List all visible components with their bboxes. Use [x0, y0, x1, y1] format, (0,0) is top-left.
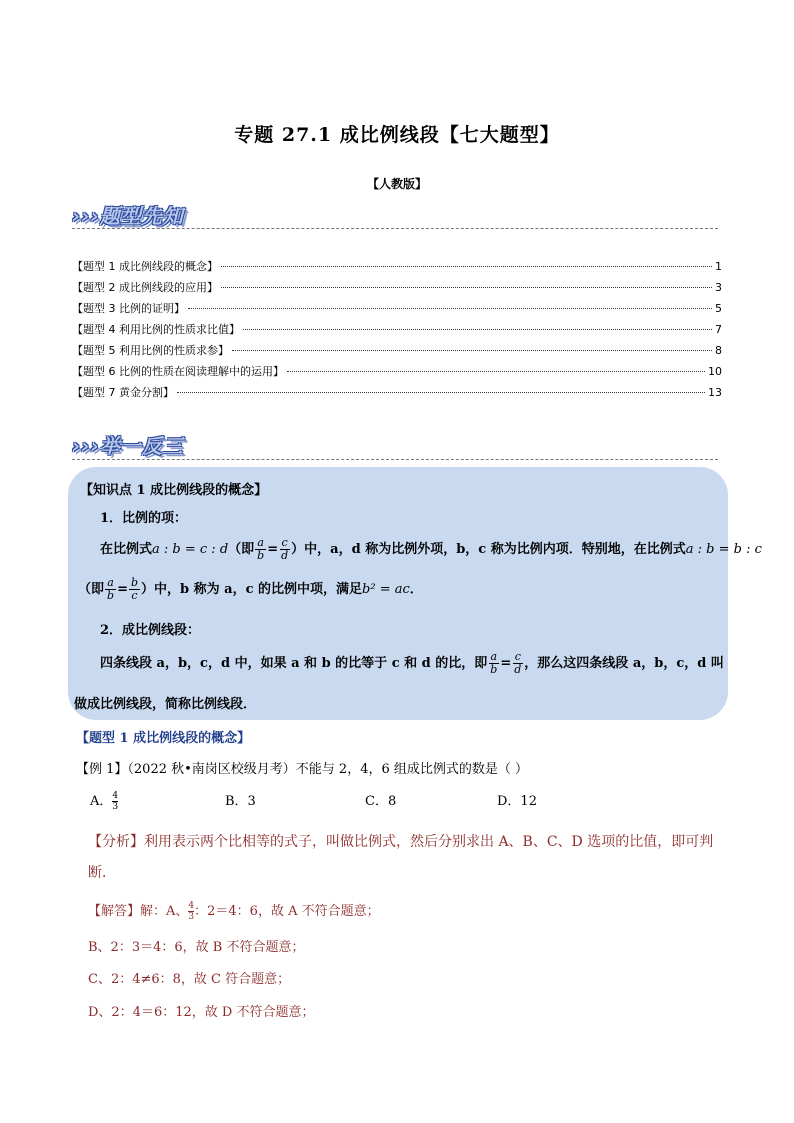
toc-item-page: 7 [715, 323, 722, 336]
toc-item[interactable] [72, 321, 722, 342]
toc-leader-dots [232, 350, 712, 351]
fraction-a-b: $\frac{a}{b}$ [107, 576, 115, 602]
fraction-b-c: $\frac{b}{c}$ [130, 576, 139, 602]
toc-item-page: 1 [715, 260, 722, 273]
toc-leader-dots [287, 371, 705, 372]
fraction-4-3: $\frac{4}{3}$ [112, 791, 119, 812]
page-title: 专题 27.1 成比例线段【七大题型】 [234, 124, 560, 146]
answer-line-3: C、2：4≠6：8，故 C 符合题意； [88, 972, 291, 987]
toc-item-page: 13 [708, 386, 722, 399]
toc-item-label: 【题型 1 成比例线段的概念】 [72, 260, 218, 273]
option-d: D．12 [497, 794, 537, 809]
answer-line-2: B、2：3＝4：6，故 B 不符合题意； [88, 940, 305, 955]
fraction-a-b: $\frac{a}{b}$ [490, 650, 498, 676]
toc-item-page: 8 [715, 344, 722, 357]
toc-item[interactable] [72, 342, 722, 363]
knowledge-box [68, 467, 762, 720]
fraction-a-b: $\frac{a}{b}$ [257, 536, 265, 562]
toc-item-label: 【题型 7 黄金分割】 [72, 386, 174, 399]
divider [72, 459, 718, 460]
divider [72, 228, 718, 229]
toc-item-label: 【题型 2 成比例线段的应用】 [72, 281, 218, 294]
toc-item[interactable] [72, 279, 722, 300]
toc-item-page: 10 [708, 365, 722, 378]
fraction-4-3: $\frac{4}{3}$ [188, 901, 195, 922]
toc-item-page: 3 [715, 281, 722, 294]
toc-item-label: 【题型 3 比例的证明】 [72, 302, 185, 315]
knowledge-line1: 在比例式a : b = c : d（即 $\frac{a}{b}$ = $\frac{c}{d}$ ）中，a，d 称为比例外项，b，c 称为比例内项．特别地，在比例式a : b = b : c [100, 536, 762, 562]
toc-item[interactable] [72, 258, 722, 279]
toc-item-label: 【题型 5 利用比例的性质求参】 [72, 344, 229, 357]
practice-banner: ›››举一反三 [72, 434, 184, 458]
option-c: C．8 [365, 794, 397, 809]
toc-leader-dots [243, 329, 712, 330]
edition-label: 【人教版】 [366, 177, 427, 191]
analysis-text: 【分析】利用表示两个比相等的式子，叫做比例式，然后分别求出 A、B、C、D 选项的比值，即可判断． [88, 834, 714, 881]
knowledge-line3: 四条线段 a，b，c，d 中，如果 a 和 b 的比等于 c 和 d 的比，即 $\frac{a}{b}$ = $\frac{c}{d}$ ，那么这四条线段 a，b，c，d 叫 [100, 650, 724, 676]
knowledge-heading: 【知识点 1 成比例线段的概念】 [80, 483, 268, 498]
toc-item[interactable] [72, 363, 722, 384]
answer-line-1: 【解答】解：A、 $\frac{4}{3}$ ：2＝4：6，故 A 不符合题意； [88, 901, 380, 922]
knowledge-line4: 做成比例线段，简称比例线段． [74, 697, 257, 712]
toc-item-page: 5 [715, 302, 722, 315]
answer-options [90, 790, 690, 816]
table-of-contents [72, 258, 722, 405]
example-question: 【例 1】（2022 秋•南岗区校级月考）不能与 2，4，6 组成比例式的数是（ ） [76, 762, 528, 777]
toc-item[interactable] [72, 300, 722, 321]
answer-line-4: D、2：4＝6：12，故 D 不符合题意； [88, 1005, 315, 1020]
toc-item-label: 【题型 4 利用比例的性质求比值】 [72, 323, 240, 336]
option-a: A． $\frac{4}{3}$ [90, 791, 119, 812]
toc-banner: ›››题型先知 [72, 204, 184, 228]
section-heading: 【题型 1 成比例线段的概念】 [76, 731, 251, 746]
toc-leader-dots [221, 287, 712, 288]
toc-leader-dots [177, 392, 705, 393]
fraction-c-d: $\frac{c}{d}$ [514, 650, 522, 676]
knowledge-sub1: 1．比例的项： [100, 511, 188, 526]
toc-leader-dots [188, 308, 712, 309]
knowledge-line2: （即 $\frac{a}{b}$ = $\frac{b}{c}$ ）中，b 称为 a，c 的比例中项，满足b² = ac． [78, 576, 423, 602]
fraction-c-d: $\frac{c}{d}$ [281, 536, 289, 562]
toc-item-label: 【题型 6 比例的性质在阅读理解中的运用】 [72, 365, 284, 378]
toc-leader-dots [221, 266, 712, 267]
option-b: B．3 [225, 794, 256, 809]
knowledge-sub2: 2．成比例线段： [100, 623, 201, 638]
toc-item[interactable] [72, 384, 722, 405]
